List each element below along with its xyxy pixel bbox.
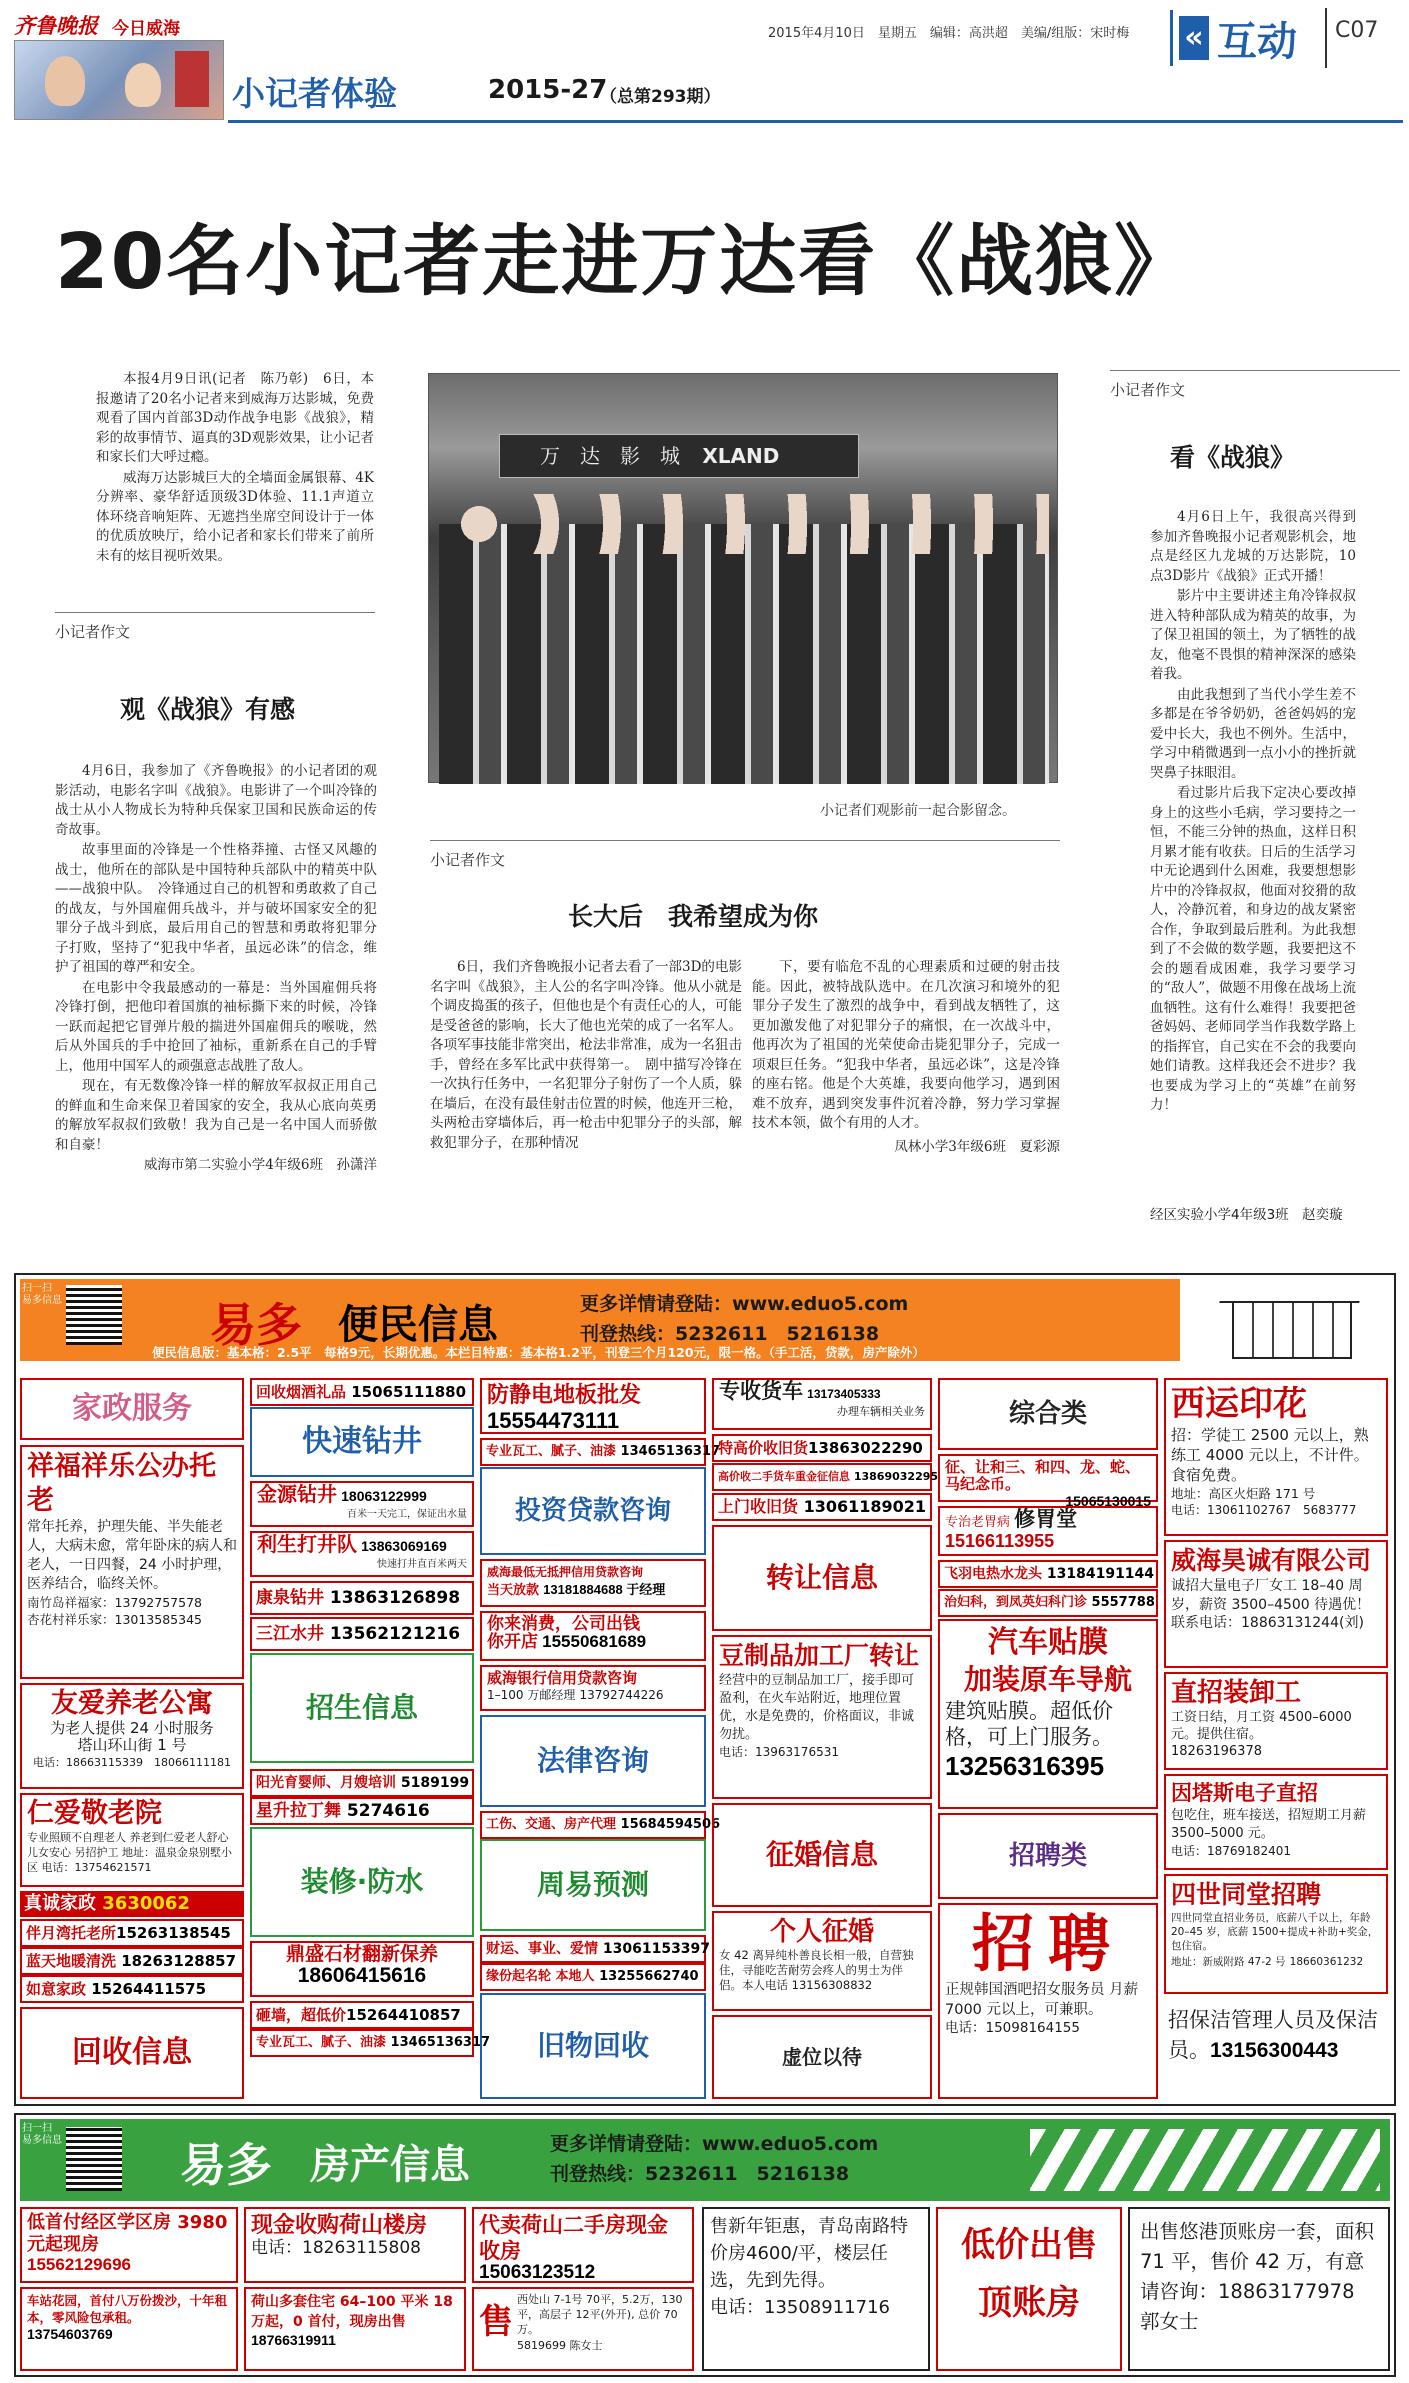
scan-label: 扫一扫 易多信息 [22, 1283, 62, 1306]
group-photo [428, 373, 1058, 783]
realestate-header [20, 2119, 1390, 2201]
ad-tegaojia: 特高价收旧货13863022290 [712, 1434, 932, 1462]
hotline: 刊登热线：5232611 5216138 [550, 2163, 850, 2185]
realestate-brand: 易多 [180, 2138, 272, 2192]
ad-nilai: 你来消费，公司出钱 你开店 15550681689 [480, 1611, 706, 1661]
date-line: 2015年4月10日 星期五 编辑：高洪超 美编/组版：宋时梅 [768, 26, 1130, 41]
category-falv: 法律咨询 [480, 1715, 706, 1807]
ad-zaqiang: 砸墙，超低价15264410857 [250, 2001, 474, 2029]
ad-renai: 仁爱敬老院 专业照顾不自理老人 养老到仁爱老人舒心 儿女安心 另招护工 地址：温泉金泉别墅小区 电话：13754621571 [20, 1793, 244, 1887]
ad-haocheng: 威海昊诚有限公司 诚招大量电子厂女工 18–40 周岁，薪资 3500–4500 待遇优！ 联系电话：18863131244(刘) [1164, 1540, 1388, 1668]
article-right-body [1150, 508, 1356, 1117]
ad-zhencheng: 真诚家政 3630062 [20, 1891, 244, 1917]
ad-zhuanshou-huoche: 专收货车 13173405333 办理车辆相关业务 [712, 1378, 932, 1430]
ad-fangjingdian: 防静电地板批发 15554473111 [480, 1378, 706, 1434]
ad-wagong: 专业瓦工、腻子、油漆 13465136317 [480, 1438, 706, 1466]
article-left-title: 观《战狼》有感 [120, 695, 296, 724]
classified-header [20, 1279, 1180, 1361]
qr-code [66, 2127, 122, 2191]
ad-shou: 售 西处山 7-1号 70平，5.2万，130平，高层子 12平(外开), 总价 70 万。 5819699 陈女士 [472, 2287, 694, 2371]
children-group [439, 524, 1049, 784]
ad-youguang: 出售悠港顶账房一套，面积 71 平，售价 42 万，有意请咨询：18863177978 郭女士 [1128, 2207, 1390, 2371]
article-right-title: 看《战狼》 [1170, 443, 1296, 472]
article-mid-col1 [430, 958, 742, 1223]
green-chevrons [1030, 2129, 1380, 2191]
article-mid-title: 长大后 我希望成为你 [568, 902, 819, 931]
page-divider [1325, 8, 1327, 68]
article-right-label: 小记者作文 [1110, 370, 1400, 400]
category-zhaosheng: 招生信息 [250, 1653, 474, 1763]
more-info: 更多详情请登陆：www.eduo5.com [550, 2133, 879, 2155]
article-paragraph: 由此我想到了当代小学生差不多都是在爷爷奶奶，爸爸妈妈的宠爱中长大，我也不例外。生活中，学习中稍微遇到一点小小的挫折就哭鼻子抹眼泪。 [1150, 686, 1356, 781]
category-zhaopin: 招聘类 [938, 1813, 1158, 1899]
ad-sanjiang: 三江水井 13562121216 [250, 1617, 474, 1651]
cinema-brand: XLAND [702, 444, 780, 468]
column-issue: 2015-27 [488, 75, 608, 105]
paper-logo: 齐鲁晚报 [14, 14, 98, 38]
article-author: 威海市第二实验小学4年级6班 孙潇洋 [143, 1157, 377, 1173]
ad-ershou-huoche: 高价收二手货车重金征信息 13869032295 [712, 1463, 932, 1491]
ad-feiyu: 飞羽电热水龙头 13184191144 [938, 1560, 1158, 1588]
article-paragraph: 4月6日，我参加了《齐鲁晚报》的小记者团的观影活动，电影名字叫《战狼》。电影讲了一个叫冷锋的战士从小人物成长为特种兵保家卫国和民族命运的传奇故事。 [55, 763, 377, 838]
edition-name: 今日威海 [112, 19, 180, 39]
ad-ruyi: 如意家政 15264411575 [20, 1975, 244, 2003]
ad-yintasi: 因塔斯电子直招 包吃住，班车接送，招短期工月薪 3500–5000 元。 电话：18769182401 [1164, 1774, 1388, 1870]
article-paragraph: 看过影片后我下定决心要改掉身上的这些小毛病，学习要持之一恒，不能三分钟的热血，这样日积月累才能有收获。日后的生活学习中无论遇到什么困难，我要想想影片中的冷锋叔叔，他面对狡猾的敌人，冷静沉着，和身边的战友紧密合作，争取到最后胜利。为此我想到了不会做的数学题，我要把这不会的题看成困难，我学习要学习的“敌人”，做题不用像在战场上流血牺牲。这有什么难得！我要把爸爸妈妈、老师同学当作我数学路上的指挥官，自己实在不会的我要向她们请教。这样我还会不进步？我也要成为学习上的“英雄”在前努力！ [1150, 785, 1356, 1113]
article-left-body [55, 762, 377, 1177]
ad-youai: 友爱养老公寓 为老人提供 24 小时服务 塔山环山街 1 号 电话：18663115339 18066111181 [20, 1683, 244, 1789]
section-title: 互动 [1217, 18, 1297, 65]
category-daikuan: 投资贷款咨询 [480, 1467, 706, 1555]
ad-yangguang: 阳光育婴师、月嫂培训 5189199 [250, 1769, 474, 1797]
article-paragraph: 4月6日上午，我很高兴得到参加齐鲁晚报小记者观影机会，地点是经区九龙城的万达影院，10点3D影片《战狼》正式开播！ [1150, 509, 1356, 584]
ad-fuke: 治妇科，到凤英妇科门诊 5557788 [938, 1589, 1158, 1617]
article-mid-col2 [752, 958, 1060, 1158]
realestate-section [14, 2113, 1396, 2377]
classified-section-title: 便民信息 [338, 1302, 498, 1348]
category-zuanjing: 快速钻井 [250, 1407, 474, 1477]
ad-yanjiu: 回收烟酒礼品 15065111880 [250, 1378, 474, 1406]
house-illustration [1192, 1283, 1392, 1363]
category-huishou: 回收信息 [20, 2007, 244, 2099]
more-info: 更多详情请登陆：www.eduo5.com [580, 1293, 909, 1315]
classified-section [14, 1273, 1396, 2106]
ad-jinianbi: 征、让和三、和四、龙、蛇、马纪念币。 15065130015 [938, 1454, 1158, 1502]
cinema-sign [499, 434, 859, 478]
ad-weihai-bank: 威海银行信用贷款咨询 1–100 万邮经理 13792744226 [480, 1665, 706, 1711]
category-zhuangxiu: 装修·防水 [250, 1827, 474, 1937]
banner-rule [228, 120, 1403, 123]
ad-xianjin-shougou: 现金收购荷山楼房 电话：18263115808 [244, 2207, 466, 2283]
article-author: 凤林小学3年级6班 夏彩源 [894, 1138, 1060, 1155]
chevron-left-icon: « [1179, 16, 1209, 60]
ad-lisheng: 利生打井队 13863069169 快速打井直百米两天 [250, 1531, 474, 1577]
column-title: 小记者体验 [232, 74, 397, 113]
banner-photo [14, 40, 224, 120]
ad-dishoufu: 低首付经区学区房 3980 元起现房 15562129696 [20, 2207, 238, 2283]
hotline: 刊登热线：5232611 5216138 [580, 1323, 880, 1345]
website-link[interactable]: www.eduo5.com [732, 1293, 909, 1315]
page-number: C07 [1335, 18, 1379, 43]
classified-brand: 易多 [210, 1298, 302, 1352]
article-paragraph: 下，要有临危不乱的心理素质和过硬的射击技能。因此，被特战队选中。在几次演习和境外的犯罪分子发生了激烈的战争中，看到战友牺牲了，这更加激发他了对犯罪分子的痛恨，在一次战斗中，他再次为了祖国的光荣使命击毙犯罪分子，完成一项艰巨任务。“犯我中华者，虽远必诛”，这是冷锋的座右铭。他是个大英雄，我要向他学习，遇到困难不放弃，遇到突发事件沉着冷静，努力学习掌握技术本领，做个有用的人才。 [752, 959, 1060, 1131]
photo-caption: 小记者们观影前一起合影留念。 [820, 803, 1016, 819]
ad-weihai-daikuan: 威海最低无抵押信用贷款咨询 当天放款 13181884688 于经理 [480, 1559, 706, 1607]
category-zhuanrang: 转让信息 [712, 1525, 932, 1631]
article-paragraph: 在电影中令我最感动的一幕是：当外国雇佣兵将冷锋打倒，把他印着国旗的袖标撕下来的时候，冷锋一跃而起把它冒弹片般的揣进外国雇佣兵的喉咙，然后从外国兵的手中抢回了袖标，重新系在自己的手臂上，他用中国军人的顽强意志战胜了敌人。 [55, 979, 377, 1074]
article-left-label: 小记者作文 [55, 612, 375, 642]
category-jiuwu: 旧物回收 [480, 1993, 706, 2099]
category-zhouyi: 周易预测 [480, 1839, 706, 1931]
ad-dijia-chushou: 低价出售 顶账房 [936, 2207, 1122, 2371]
category-zhenghun: 征婚信息 [712, 1803, 932, 1907]
child-figure-icon [125, 63, 161, 107]
article-right-author: 经区实验小学4年级3班 赵奕璇 [1150, 1207, 1343, 1223]
article-paragraph: 现在，有无数像冷锋一样的解放军叔叔正用自己的鲜血和生命来保卫着国家的安全，我从心底向英勇的解放军叔叔们致敬！我为自己是一名中国人而骄傲和自豪！ [55, 1078, 377, 1153]
ad-xiangfu: 祥福祥乐公办托老 常年托养，护理失能、半失能老人，大病未愈，常年卧床的病人和老人，一日四餐，24 小时护理，医养结合，临终关怀。 南竹岛祥福家：13792757578 杏花村祥乐家：13013585345 [20, 1445, 244, 1679]
ad-zhaozhuangxie: 直招装卸工 工资日结，月工资 4500–6000 元。提供住宿。 18263196378 [1164, 1672, 1388, 1770]
category-zonghe: 综合类 [938, 1378, 1158, 1450]
camera-icon [175, 51, 209, 107]
ad-wagong2: 专业瓦工、腻子、油漆 13465136317 [250, 2029, 474, 2057]
child-figure-icon [45, 56, 85, 106]
scan-label: 扫一扫 易多信息 [22, 2123, 62, 2146]
qr-code [66, 1285, 122, 1345]
ad-lantian: 蓝天地暖清洗 18263128857 [20, 1947, 244, 1975]
lead-text [96, 370, 374, 567]
ad-yuanfen: 缘份起名轮 本地人 13255662740 [480, 1963, 706, 1991]
ad-jiuhuo: 上门收旧货 13061189021 [712, 1493, 932, 1521]
ad-zhaopin-kr: 招聘 正规韩国酒吧招女服务员 月薪 7000 元以上，可兼职。 电话：15098164155 [938, 1903, 1158, 2099]
column-total: （总第293期） [600, 87, 721, 107]
building-icon [1232, 1301, 1352, 1359]
ad-dingsheng: 鼎盛石材翻新保养 18606415616 [250, 1941, 474, 1997]
lead-paragraph: 本报4月9日讯(记者 陈乃彰) 6日，本报邀请了20名小记者来到威海万达影城，免费观看了国内首部3D动作战争电影《战狼》，精彩的故事情节、逼真的3D观影效果，让小记者和家长们大呼过瘾。 [96, 371, 374, 465]
category-xuwei: 虚位以待 [712, 2015, 932, 2099]
masthead [0, 0, 1409, 122]
ad-sishitongtang: 四世同堂招聘 四世同堂直招业务员，底薪八千以上，年龄 20–45 岁，底薪 1500+提成+补助+奖金，包住宿。 地址：新威附路 47-2 号 18660361232 [1164, 1874, 1388, 1994]
ad-xingsheng: 星升拉丁舞 5274616 [250, 1797, 474, 1825]
rates-line: 便民信息版：基本格：2.5平 每格9元，长期优惠。本栏目特惠：基本格1.2平，刊登三个月120元，限一格。（手工活，贷款，房产除外） [152, 1345, 925, 1360]
ad-jinyuan: 金源钻井 18063122999 百米一天完工，保证出水量 [250, 1481, 474, 1527]
article-paragraph: 影片中主要讲述主角冷锋叔叔进入特种部队成为精英的故事，为了保卫祖国的领土，为了牺牲的战友，他毫不畏惧的精神深深的感染着我。 [1150, 588, 1356, 682]
ad-gongshang: 工伤、交通、房产代理 15684594506 [480, 1811, 706, 1839]
headline: 20名小记者走进万达看《战狼》 [55, 218, 1194, 307]
ad-xiyun: 西运印花 招：学徒工 2500 元以上，熟练工 4000 元以上，不计件。食宿免费。 地址：高区火炬路 171 号 电话：13061102767 5683777 [1164, 1378, 1388, 1536]
category-jiazheng: 家政服务 [20, 1378, 244, 1440]
ad-douzhipin: 豆制品加工厂转让 经营中的豆制品加工厂，接手即可盈利，在火车站附近，地理位置优，水是免费的，价格面议，非诚勿扰。 电话：13963176531 [712, 1635, 932, 1799]
realestate-title: 房产信息 [310, 2142, 470, 2188]
ad-kangquan: 康泉钻井 13863126898 [250, 1581, 474, 1615]
article-mid-label: 小记者作文 [430, 840, 1060, 870]
ad-xiuweitang: 专治老胃病 修胃堂 15166113955 [938, 1506, 1158, 1556]
ad-daimai: 代卖荷山二手房现金收房 15063123512 [472, 2207, 694, 2283]
lead-paragraph: 威海万达影城巨大的全墙面金属银幕、4K分辨率、豪华舒适顶级3D体验、11.1声道立体环绕音响矩阵、无遮挡坐席空间设计于一体的优质放映厅，给小记者和家长们带来了前所未有的炫目视听效果。 [96, 469, 374, 564]
ad-heshan-duotao: 荷山多套住宅 64–100 平米 18 万起，0 首付，现房出售 18766319911 [244, 2287, 466, 2371]
website-link[interactable]: www.eduo5.com [702, 2133, 879, 2155]
section-badge [1170, 10, 1320, 66]
ad-geren-zhenghun: 个人征婚 女 42 离异纯朴善良长相一般，自营独住，寻能吃苦耐劳会疼人的男士为伴侣。本人电话 13156308832 [712, 1911, 932, 2011]
faces-row [449, 494, 1049, 554]
article-paragraph: 6日，我们齐鲁晚报小记者去看了一部3D的电影名字叫《战狼》，主人公的名字叫冷锋。他从小就是个调皮捣蛋的孩子，但他也是个有责任心的人，可能是受爸爸的影响，长大了他也光荣的成了一名军人。各项军事技能非常突出，枪法非常准，成为一名狙击手，曾经在多军比武中获得第一。 剧中描写冷锋在一次执行任务中，一名犯罪分子射伤了一个人质，躲在墙后，在没有最佳射击位置的时候，他连开三枪，头两枪击穿墙体后，再一枪击中犯罪分子的头部，解救犯罪分子，在那种情况 [430, 959, 742, 1151]
ad-caiyun: 财运、事业、爱情 13061153397 [480, 1935, 706, 1963]
article-paragraph: 故事里面的冷锋是一个性格莽撞、古怪又风趣的战士，他所在的部队是中国特种兵部队中的精英中队——战狼中队。 冷锋通过自己的机智和勇敢救了自己的战友，与外国雇佣兵战斗，并与破坏国家安全的犯罪分子战斗到底，最后用自己的智慧和勇敢将犯罪分子打败，坚持了“犯我中华者，虽远必诛”的信念，维护了祖国的尊严和安全。 [55, 842, 377, 975]
ad-qiche-tiemo: 汽车贴膜 加装原车导航 建筑贴膜。超低价格，可上门服务。 13256316395 [938, 1619, 1158, 1809]
ad-shouxinnian: 售新年钜惠，青岛南路特价房4600/平，楼层任选，先到先得。 电话：13508911716 [702, 2207, 930, 2371]
ad-banyuewan: 伴月湾托老所15263138545 [20, 1919, 244, 1947]
ad-chezhan: 车站花园，首付八万份拨沙，十年租本，零风险包承租。 13754603769 [20, 2287, 238, 2371]
cinema-sign-text: 万 达 影 城 [540, 444, 680, 468]
ad-baojie: 招保洁管理人员及保洁员。13156300443 [1168, 2008, 1378, 2062]
roof-icon [1219, 1287, 1365, 1303]
